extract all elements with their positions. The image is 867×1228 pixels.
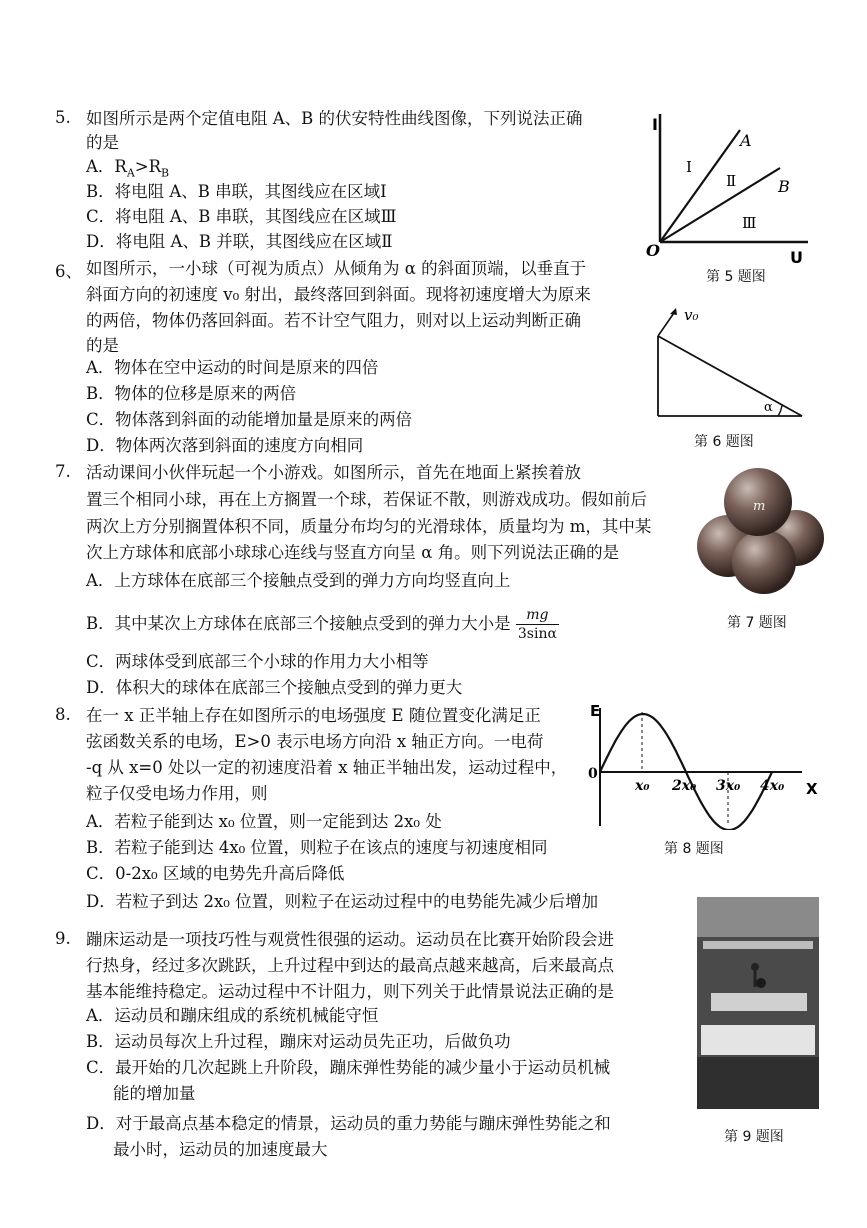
- photo-railing: [703, 941, 813, 949]
- question-8-stem-line1: 在一 x 正半轴上存在如图所示的电场强度 E 随位置变化满足正: [86, 706, 541, 725]
- bottom-ball-front: [732, 530, 796, 594]
- line-b-label: B: [778, 177, 790, 196]
- tick-3x0: 3x₀: [716, 778, 741, 794]
- v0-label: v₀: [684, 306, 699, 324]
- question-7-stem-line1: 活动课间小伙伴玩起一个小游戏。如图所示，首先在地面上紧挨着放: [86, 463, 581, 482]
- question-5-stem-line1: 如图所示是两个定值电阻 A、B 的伏安特性曲线图像，下列说法正确: [86, 109, 583, 128]
- photo-stands: [697, 897, 819, 937]
- incline-slope: [658, 336, 802, 416]
- trampoline-bed-near: [701, 1025, 815, 1055]
- region-2-label: Ⅱ: [726, 172, 737, 190]
- figure-7-caption: 第 7 题图: [727, 615, 787, 631]
- question-6-stem-line2: 斜面方向的初速度 v₀ 射出，最终落回到斜面。现将初速度增大为原来: [86, 285, 591, 304]
- question-6-stem-line4: 的是: [86, 336, 119, 355]
- tick-2x0: 2x₀: [672, 778, 697, 794]
- question-9-number: 9.: [55, 929, 71, 948]
- question-6-option-b: B．物体的位移是原来的两倍: [86, 384, 297, 403]
- question-8-option-b: B．若粒子能到达 4x₀ 位置，则粒子在该点的速度与初速度相同: [86, 838, 548, 857]
- question-9-option-d-line1: D．对于最高点基本稳定的情景，运动员的重力势能与蹦床弹性势能之和: [86, 1114, 611, 1133]
- line-a-label: A: [740, 131, 752, 150]
- question-5-option-a: A．$R_A>R_B$: [86, 157, 170, 180]
- figure-9-caption: 第 9 题图: [724, 1129, 784, 1145]
- angle-arc: [778, 405, 782, 416]
- e-axis-label: E: [590, 702, 601, 720]
- fraction-mg-over-3sin: $\frac{mg}{3\sin\alpha}$: [517, 607, 557, 642]
- trampoline-bed-far: [711, 993, 807, 1011]
- region-1-label: Ⅰ: [686, 158, 692, 176]
- question-9-stem-line3: 基本能维持稳定。运动过程中不计阻力，则下列关于此情景说法正确的是: [86, 982, 614, 1001]
- u-axis-label: U: [790, 248, 803, 267]
- figure-5-iu-graph: [640, 108, 820, 268]
- question-5-option-d: D．将电阻 A、B 并联，其图线应在区域Ⅱ: [86, 232, 393, 251]
- question-5-option-b: B．将电阻 A、B 串联，其图线应在区域Ⅰ: [86, 182, 387, 201]
- figure-7-stacked-balls-photo: [696, 462, 826, 596]
- question-7-stem-line4: 次上方球体和底部小球球心连线与竖直方向呈 α 角。则下列说法正确的是: [86, 543, 620, 562]
- question-9-option-d-line2: 最小时，运动员的加速度最大: [113, 1140, 328, 1159]
- question-9-option-c-line2: 能的增加量: [113, 1084, 196, 1103]
- question-7-option-d: D．体积大的球体在底部三个接触点受到的弹力更大: [86, 678, 463, 697]
- question-7-number: 7.: [55, 462, 71, 481]
- question-6-stem-line3: 的两倍，物体仍落回斜面。若不计空气阻力，则对以上运动判断正确: [86, 311, 581, 330]
- question-8-option-a: A．若粒子能到达 x₀ 位置，则一定能到达 2x₀ 处: [86, 812, 442, 831]
- figure-9-trampoline-photo: [697, 897, 819, 1109]
- tick-4x0: 4x₀: [760, 778, 785, 794]
- figure-8-e-x-graph: [580, 698, 826, 830]
- origin-label: O: [646, 241, 660, 260]
- figure-6-incline: [650, 300, 810, 424]
- question-6-option-d: D．物体两次落到斜面的速度方向相同: [86, 436, 364, 455]
- figure-8-caption: 第 8 题图: [664, 841, 724, 857]
- question-9-option-b: B．运动员每次上升过程，蹦床对运动员先正功，后做负功: [86, 1032, 511, 1051]
- region-3-label: Ⅲ: [742, 214, 757, 232]
- question-7-option-a: A．上方球体在底部三个接触点受到的弹力方向均竖直向上: [86, 571, 511, 590]
- question-9-option-c-line1: C．最开始的几次起跳上升阶段，蹦床弹性势能的减少量小于运动员机械: [86, 1058, 611, 1077]
- question-8-stem-line2: 弦函数关系的电场，E>0 表示电场方向沿 x 轴正方向。一电荷: [86, 732, 544, 751]
- alpha-label: α: [764, 400, 773, 415]
- question-8-number: 8.: [55, 705, 71, 724]
- figure-6-caption: 第 6 题图: [694, 434, 754, 450]
- question-9-stem-line2: 行热身，经过多次跳跃，上升过程中到达的最高点越来越高，后来最高点: [86, 956, 614, 975]
- question-6-option-a: A．物体在空中运动的时间是原来的四倍: [86, 358, 379, 377]
- question-7-stem-line3: 两次上方分别搁置体积不同，质量分布均匀的光滑球体，质量均为 m，其中某: [86, 517, 652, 536]
- v0-arrowhead: [670, 308, 677, 315]
- question-8-stem-line3: -q 从 x=0 处以一定的初速度沿着 x 轴正半轴出发，运动过程中，: [86, 758, 568, 777]
- top-ball-mass-label: m: [753, 499, 766, 514]
- question-8-option-c: C．0-2x₀ 区域的电势先升高后降低: [86, 864, 345, 883]
- athlete-head: [751, 963, 759, 971]
- i-axis-label: I: [652, 115, 658, 134]
- x-axis-label: X: [806, 780, 818, 798]
- photo-floor: [697, 1057, 819, 1109]
- line-b: [660, 168, 780, 242]
- question-9-stem-line1: 蹦床运动是一项技巧性与观赏性很强的运动。运动员在比赛开始阶段会进: [86, 930, 614, 949]
- question-8-option-d: D．若粒子到达 2x₀ 位置，则粒子在运动过程中的电势能先减少后增加: [86, 892, 599, 911]
- tick-x0: x₀: [635, 778, 650, 794]
- question-5-option-c: C．将电阻 A、B 串联，其图线应在区域Ⅲ: [86, 207, 397, 226]
- question-7-option-b: B．其中某次上方球体在底部三个接触点受到的弹力大小是 $\frac{mg}{3\sin\alpha}$: [86, 607, 557, 642]
- question-6-option-c: C．物体落到斜面的动能增加量是原来的两倍: [86, 410, 413, 429]
- question-6-stem-line1: 如图所示，一小球（可视为质点）从倾角为 α 的斜面顶端，以垂直于: [86, 259, 587, 278]
- figure-5-caption: 第 5 题图: [706, 269, 766, 285]
- question-5-stem-line2: 的是: [86, 133, 119, 152]
- question-5-number: 5.: [55, 108, 71, 127]
- question-9-option-a: A．运动员和蹦床组成的系统机械能守恒: [86, 1006, 379, 1025]
- question-8-stem-line4: 粒子仅受电场力作用，则: [86, 784, 268, 803]
- question-7-option-c: C．两球体受到底部三个小球的作用力大小相等: [86, 652, 429, 671]
- question-7-stem-line2: 置三个相同小球，再在上方搁置一个球，若保证不散，则游戏成功。假如前后: [86, 490, 647, 509]
- question-6-number: 6、: [55, 262, 82, 281]
- origin-label: 0: [588, 766, 598, 782]
- spectator-figure: [756, 978, 766, 988]
